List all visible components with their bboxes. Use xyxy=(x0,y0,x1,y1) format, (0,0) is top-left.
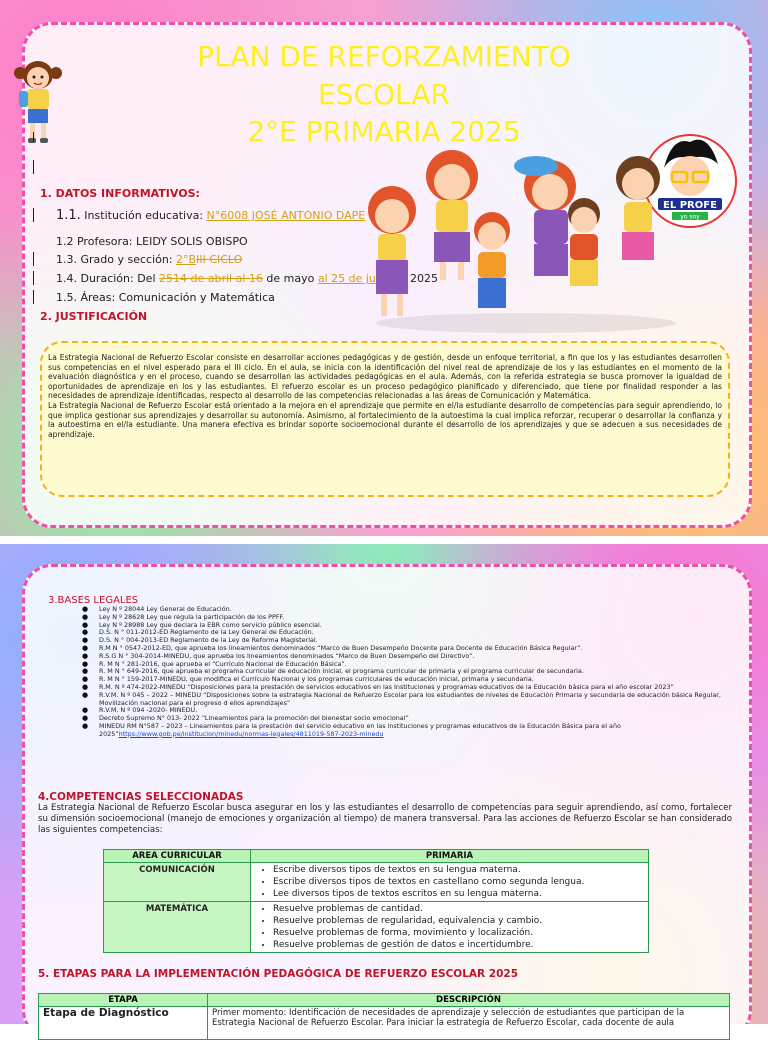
text-cursor-marker xyxy=(33,208,34,222)
header-etapa: ETAPA xyxy=(39,994,208,1007)
duration-mid: de mayo xyxy=(262,272,318,285)
table-row xyxy=(104,902,649,953)
legal-item xyxy=(82,723,732,739)
grade-value: 2°B xyxy=(176,253,197,266)
duration-year: 2025 xyxy=(410,272,438,285)
legal-item: ● R.M. N º 474-2022-MINEDU “Disposiciones para la prestación de servicios educativos en las Instituciones y programas educativos de la Educación básica para el año escolar 2023” xyxy=(82,684,732,692)
section-2-heading: 2. JUSTIFICACIÓN xyxy=(40,310,148,323)
legal-bases-list xyxy=(82,606,732,739)
table-row xyxy=(104,863,649,902)
institution-line xyxy=(56,208,365,223)
grade-struck-value: III CICLO xyxy=(196,253,243,266)
duration-struck-value: 2514 de abril al 16 xyxy=(159,272,263,285)
legal-item: ● Decreto Supremo N° 013- 2022 “Lineamientos para la promoción del bienestar socio emocional” xyxy=(82,715,732,723)
header-descripcion: DESCRIPCIÓN xyxy=(208,994,730,1007)
section-1-heading: 1. DATOS INFORMATIVOS: xyxy=(40,187,200,200)
areas-line: 1.5. Áreas: Comunicación y Matemática xyxy=(56,291,275,304)
table-header-row xyxy=(104,850,649,863)
legal-item: ● D.S. N ° 011-2012-ED Reglamento de la Ley General de Educación. xyxy=(82,629,732,637)
girl-illustration xyxy=(10,55,66,150)
text-cursor-marker xyxy=(33,290,34,304)
stage-cell: Etapa de Diagnóstico xyxy=(39,1007,208,1040)
stages-table xyxy=(38,993,730,1040)
competency-item: • Lee diversos tipos de textos escritos en su lengua materna. xyxy=(273,888,644,900)
table-header-row xyxy=(39,994,730,1007)
competencies-paragraph: La Estrategia Nacional de Refuerzo Escolar busca asegurar en los y las estudiantes el desarrollo de competencias para seguir aprendiendo, así como, fortalecer su dimensión socioemocional (manejo de emociones y organización al tiempo) de manera transversal. Para las acciones de Refuerzo Escolar se han considerado las siguientes competencias: xyxy=(38,803,732,835)
legal-item: ● R.V.M. N º 045 – 2022 – MINEDU “Disposiciones sobre la estrategia Nacional de Refuerzo Escolar para los estudiantes de niveles de Educación Primaria y secundaria de educación básica Regular, Movilización nacional para el progreso d ellos aprendizajes” xyxy=(82,692,732,708)
duration-label: 1.4. Duración: Del xyxy=(56,272,159,285)
area-cell: MATEMÁTICA xyxy=(104,902,251,953)
competency-item: • Escribe diversos tipos de textos en castellano como segunda lengua. xyxy=(273,876,644,888)
competency-item: • Resuelve problemas de gestión de datos e incertidumbre. xyxy=(273,939,644,951)
doc-title-line-2: ESCOLAR xyxy=(318,78,450,111)
justification-box xyxy=(40,341,730,497)
grade-line xyxy=(56,253,242,266)
children-illustration xyxy=(356,148,696,333)
legal-item: ● R. M N ° 159-2017-MINEDU, que modifica el Currículo Nacional y los programas curriculares de educación inicial, primaria y secundaria. xyxy=(82,676,732,684)
section-3-heading: 3.BASES LEGALES xyxy=(48,595,139,606)
institution-label: Institución educativa: xyxy=(80,209,207,222)
legal-item: ● Ley N º 28044 Ley General de Educación. xyxy=(82,606,732,614)
logo-brand-text: EL PROFE xyxy=(663,200,717,211)
doc-title-line-1: PLAN DE REFORZAMIENTO xyxy=(197,40,571,73)
competencies-cell xyxy=(251,902,649,953)
text-cursor-marker xyxy=(33,271,34,285)
competency-item: • Resuelve problemas de forma, movimiento y localización. xyxy=(273,927,644,939)
grade-label: 1.3. Grado y sección: xyxy=(56,253,177,266)
legal-item: ● R.M N ° 0547-2012-ED, que aprueba los lineamientos denominados “Marco de Buen Desempeño Docente para Docente de Educación Básica Regular”. xyxy=(82,645,732,653)
legal-item: ● R. M N ° 281-2016, que aprueba el “Currículo Nacional de Educación Básica”. xyxy=(82,661,732,669)
area-cell: COMUNICACIÓN xyxy=(104,863,251,902)
table-row xyxy=(39,1007,730,1040)
legal-item: ● Ley N º 28628 Ley que regula la participación de los PPFF. xyxy=(82,614,732,622)
header-area: AREA CURRICULAR xyxy=(104,850,251,863)
text-cursor-marker xyxy=(33,252,34,266)
duration-new-value: al 25 de ju xyxy=(317,272,376,285)
institution-number: 1.1. xyxy=(56,208,81,223)
competencies-table xyxy=(103,849,649,953)
teacher-line: 1.2 Profesora: LEIDY SOLIS OBISPO xyxy=(56,235,248,248)
competency-item: • Resuelve problemas de regularidad, equivalencia y cambio. xyxy=(273,915,644,927)
logo-small-text: yo soy xyxy=(680,213,700,221)
legal-item: ● Ley N º 28988 Ley que declara la EBR como servicio público esencial. xyxy=(82,622,732,630)
competencies-cell xyxy=(251,863,649,902)
institution-value: N°6008 JOSÉ ANTONIO DAPE xyxy=(206,209,366,222)
text-cursor-marker xyxy=(33,132,34,142)
stage-description: Primer momento: Identificación de necesidades de aprendizaje y selección de estudiantes que participan de la Estrategia Nacional de Refuerzo Escolar. Para iniciar la estrategia de Refuerzo Escolar, cada docente de aula xyxy=(208,1007,730,1040)
competency-item: • Escribe diversos tipos de textos en su lengua materna. xyxy=(273,864,644,876)
legal-item: ● R.V.M. N º 094 -2020- MINEDU. xyxy=(82,707,732,715)
justification-paragraph-1: La Estrategia Nacional de Refuerzo Escolar consiste en desarrollar acciones pedagógicas y de gestión, desde un enfoque territorial, a fin que los y las estudiantes desarrollen sus competencias en el nivel esperado para el III ciclo. En el aula, se inicia con la identificación del nivel real de aprendizaje de los y las estudiantes en el momento de la evaluación diagnóstica y en el proceso, cuando se desarrollan las actividades pedagógicas en el aula. Además, con la referida estrategia se busca promover la igualdad de oportunidades de aprendizaje en los y las estudiantes. El refuerzo escolar es un proceso pedagógico planificado y diferenciado, que tiene por finalidad responder a las necesidades de aprendizaje identificadas, respecto al desarrollo de las competencias relacionadas a las áreas de Comunicación y Matemática. xyxy=(48,353,722,401)
doc-title-line-3: 2°E PRIMARIA 2025 xyxy=(247,115,521,148)
legal-item-text: MINEDU RM N°587 – 2023 – Lineamientos para la prestación del servicio educativo en las instituciones y programas educativos de la Educación Básica para el año 2025” xyxy=(99,721,621,738)
legal-item: ● D.S. N ° 004-2013-ED Reglamento de la Ley de Reforma Magisterial. xyxy=(82,637,732,645)
justification-paragraph-2: La Estrategia Nacional de Refuerzo Escolar está orientado a la mejora en el aprendizaje que permite en el/la estudiante desarrollo de competencias para seguir aprendiendo, lo que implica gestionar sus aprendizajes y desarrollar su autonomía. Asimismo, al fortalecimiento de la autoestima la cual implica reforzar, recuperar o desarrollar la confianza y la autoestima en el/la estudiante. Una manera efectiva es brindar soporte socioemocional durante el desarrollo de los aprendizajes y que se adecuen a sus necesidades de aprendizaje. xyxy=(48,400,722,439)
competency-item: • Resuelve problemas de cantidad. xyxy=(273,903,644,915)
legal-item: ● R. M N ° 649-2016, que aprueba el programa curricular de educación inicial, el programa curricular de primaria y el programa curricular de secundaria. xyxy=(82,668,732,676)
section-4-heading: 4.COMPETENCIAS SELECCIONADAS xyxy=(38,791,244,803)
duration-line xyxy=(56,272,376,285)
section-5-heading: 5. ETAPAS PARA LA IMPLEMENTACIÓN PEDAGÓGICA DE REFUERZO ESCOLAR 2025 xyxy=(38,968,519,980)
header-primaria: PRIMARIA xyxy=(251,850,649,863)
text-cursor-marker xyxy=(33,160,34,174)
legal-item: ● R.S.G N ° 304-2014-MINEDU, que aprueba los lineamientos denominados “Marco de Buen Desempeño del Directivo”. xyxy=(82,653,732,661)
minedu-link[interactable]: https://www.gob.pe/institucion/minedu/normas-legales/4811019-587-2023-minedu xyxy=(118,729,384,738)
